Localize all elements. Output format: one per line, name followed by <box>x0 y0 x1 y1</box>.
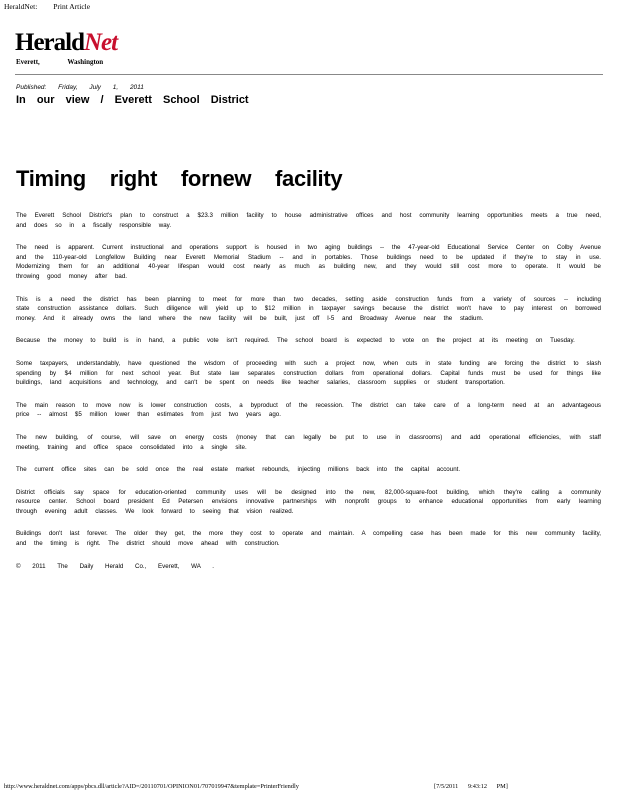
masthead-location <box>16 58 103 66</box>
masthead-divider <box>15 74 603 75</box>
heraldnet-logo <box>15 30 117 55</box>
print-datetime: [7/5/2011 9:43:12 PM] <box>434 783 508 790</box>
article-paragraph: The new building, of course, will save on energy costs (money that can legally be put to use in classrooms) and add operational efficiencies, with staff meeting, training and office space consolidated into a single site. <box>16 433 601 451</box>
page-url: http://www.heraldnet.com/apps/pbcs.dll/article?AID=/20110701/OPINION01/707019947&template=PrinterFriendly <box>4 783 299 790</box>
article-body <box>16 211 601 584</box>
article-paragraph: Because the money to build is in hand, a public vote isn't required. The school board is expected to vote on the project at its meeting on Tuesday. <box>16 337 575 345</box>
section-heading: In our view / Everett School District <box>16 94 249 106</box>
logo-herald-text: Herald <box>15 29 84 56</box>
article-paragraph: Some taxpayers, understandably, have questioned the wisdom of proceeding with such a project now, when cuts in state funding are forcing the district to slash spending by $4 million for next school year. But state law separates construction dollars from operational dollars. Capital funds must be used for things like buildings, land acquisitions and technology, and can't be spent on needs like teacher salaries, classroom supplies or student transportation. <box>16 359 601 387</box>
article-paragraph: The main reason to move now is lower construction costs, a byproduct of the recession. The district can take care of a long-term need at an advantageous price -- almost $5 million lower than estimates from just two years ago. <box>16 401 601 419</box>
article-paragraph: District officials say space for education-oriented community uses will be designed into the new, 82,000-square-foot building, which they're calling a community resource center. School board president Ed Petersen envisions innovative partnerships with nonprofit groups to enhance educational opportunities from early learning through evening adult classes. We look forward to seeing that vision realized. <box>16 488 601 515</box>
print-article-label: Print Article <box>53 2 91 11</box>
article-paragraph: The current office sites can be sold once the real estate market rebounds, injecting millions back into the capital account. <box>16 466 461 474</box>
browser-print-footer <box>4 783 614 790</box>
article-title: Timing right fornew facility <box>16 166 343 191</box>
article-paragraph: This is a need the district has been planning to meet for more than two decades, setting aside construction funds from a variety of sources -- including state construction assistance dollars. Such diligence will yield up to $12 million in taxpayer savings because the district won't have to pay interest on borrowed money. And it already owns the land where the new facility will be built, just off I-5 and Broadway Avenue near the stadium. <box>16 295 601 322</box>
article-paragraph: The Everett School District's plan to construct a $23.3 million facility to house administrative offices and host community learning opportunities meets a true need, and does so in a fiscally responsible way. <box>16 212 601 229</box>
article-paragraph: Buildings don't last forever. The older they get, the more they cost to operate and maintain. A compelling case has been made for this new community facility, and the timing is right. The district should move ahead with construction. <box>16 530 601 548</box>
copyright-notice: © 2011 The Daily Herald Co., Everett, WA . <box>16 562 214 570</box>
site-name-label: HeraldNet: <box>4 2 38 11</box>
article-paragraph: The need is apparent. Current instructional and operations support is housed in two aging buildings -- the 47-year-old Educational Service Center on Colby Avenue and the 110-year-old Longfellow Building near Everett Memorial Stadium -- and in portables. Those buildings need to be updated if they're to stay in use. Modernizing them for an additional 40-year lifespan would cost nearly as much as building new, and they would still cost more to operate. It would be throwing good money after bad. <box>16 244 601 280</box>
location-city: Everett, <box>16 58 40 66</box>
browser-print-header <box>4 2 104 11</box>
logo-net-text: Net <box>84 29 118 56</box>
location-state: Washington <box>67 58 104 66</box>
published-date: Published: Friday, July 1, 2011 <box>16 84 144 91</box>
